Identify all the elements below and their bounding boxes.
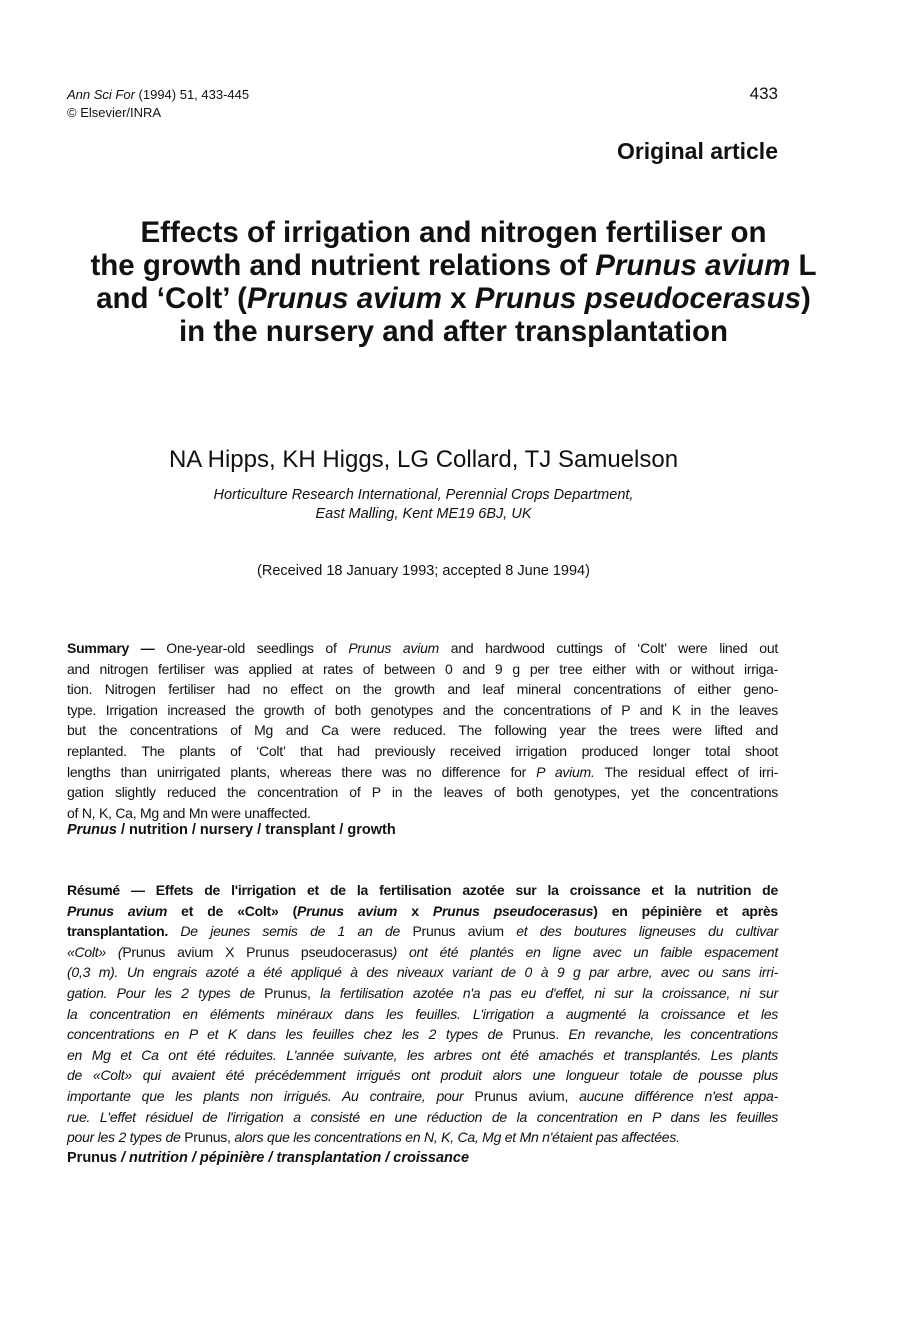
text-segment: transplantation. (67, 923, 169, 940)
text-segment: et des boutures ligneuses du cultivar (503, 923, 778, 940)
text-segment: ) (801, 282, 811, 315)
text-segment: Prunus (67, 822, 117, 838)
resume-line (67, 921, 778, 942)
resume-line (67, 880, 778, 901)
resume-line (67, 1107, 778, 1128)
text-segment: The residual effect of irri- (594, 763, 778, 780)
affiliation (0, 486, 847, 524)
title-line (0, 315, 907, 348)
summary-line (67, 782, 778, 803)
journal-citation (67, 86, 249, 122)
text-segment: Prunus avium (246, 282, 442, 315)
text-segment: but the concentrations of Mg and Ca were reduced. The following year the trees were lifted and (67, 722, 778, 739)
resume-line (67, 942, 778, 963)
text-segment: P avium. (536, 763, 595, 780)
text-segment: ) ont été plantés en ligne avec un faible espacement (392, 943, 778, 960)
text-segment: in the nursery and after transplantation (178, 315, 729, 348)
authors: NA Hipps, KH Higgs, LG Collard, TJ Samuelson (168, 446, 679, 473)
text-segment: gation slightly reduced the concentration of P in the leaves of both genotypes, yet the concentrations (67, 784, 778, 801)
article-type: Original article (616, 138, 778, 164)
resume-line (67, 962, 778, 983)
text-segment: One-year-old seedlings of (154, 640, 349, 656)
text-segment: concentrations en P et K dans les feuilles chez les 2 types de (67, 1026, 513, 1043)
resume-line (67, 1065, 778, 1086)
copyright: © Elsevier/INRA (67, 105, 162, 120)
summary-line (67, 803, 778, 824)
text-segment: «Colt» ( (67, 943, 123, 960)
text-segment: De jeunes semis de 1 an de (168, 923, 413, 940)
text-segment: Prunus avium (412, 923, 504, 940)
text-segment: tion. Nitrogen fertiliser had no effect on the growth and leaf mineral concentrations of either geno- (67, 681, 778, 698)
text-segment: en Mg et Ca ont été réduites. L'année suivante, les arbres ont été amachés et transplantés. Les plants (67, 1046, 778, 1063)
text-segment: Prunus avium (67, 902, 168, 919)
text-segment: la concentration en éléments minéraux dans les feuilles. L'irrigation a augmenté la croissance et les (67, 1005, 778, 1022)
text-segment: type. Irrigation increased the growth of both genotypes and the concentrations of P and K in the leaves (67, 701, 778, 718)
text-segment: Prunus avium (297, 902, 398, 919)
text-segment: Prunus pseudocerasus (474, 282, 802, 315)
resume-line (67, 1127, 778, 1148)
title-line (0, 249, 907, 282)
text-segment: replanted. The plants of ‘Colt’ that had previously received irrigation produced longer total shoot (67, 742, 778, 759)
resume-line (67, 1004, 778, 1025)
text-segment: Résumé — Effets de l'irrigation et de la fertilisation azotée sur la croissance et la nutrition de (67, 882, 778, 898)
summary-line (67, 659, 778, 680)
resume-line (67, 1045, 778, 1066)
keywords-french (67, 1150, 469, 1166)
text-segment: L (790, 249, 817, 282)
resume-line (67, 1024, 778, 1045)
title-line (0, 216, 907, 249)
article-title (0, 216, 907, 348)
text-segment: alors que les concentrations en N, K, Ca, Mg et Mn n'étaient pas affectées. (230, 1129, 680, 1146)
text-segment: aucune différence n'est appa- (568, 1087, 778, 1104)
text-segment: Prunus avium (595, 249, 791, 282)
text-segment: and ‘Colt’ ( (96, 282, 247, 315)
text-segment: and hardwood cuttings of ‘Colt’ were lined out (439, 640, 779, 656)
journal-name: Ann Sci For (67, 87, 135, 102)
text-segment: de «Colt» qui avaient été précédemment irrigués ont produit alors une longueur totale de pousse plus (67, 1067, 778, 1084)
affiliation-line: East Malling, Kent ME19 6BJ, UK (315, 506, 532, 522)
journal-ref: (1994) 51, 433-445 (134, 87, 250, 102)
resume-line (67, 983, 778, 1004)
text-segment: Prunus avium, (474, 1087, 569, 1104)
summary-line (67, 679, 778, 700)
text-segment: / nutrition / pépinière / transplantation / croissance (116, 1150, 470, 1166)
summary-line (67, 638, 778, 659)
page-number: 433 (749, 84, 778, 103)
resume (67, 880, 778, 1148)
text-segment: Prunus. (512, 1026, 559, 1043)
text-segment: pour les 2 types de (67, 1129, 185, 1146)
text-segment: Prunus (67, 1150, 117, 1166)
text-segment: and nitrogen fertiliser was applied at rates of between 0 and 9 g per tree either with or without irriga- (67, 660, 778, 677)
summary (67, 638, 778, 823)
text-segment: the growth and nutrient relations of (90, 249, 596, 282)
resume-line (67, 1086, 778, 1107)
text-segment: x (397, 902, 433, 919)
keywords-english (67, 822, 396, 838)
text-segment: Summary — (67, 640, 155, 656)
text-segment: lengths than unirrigated plants, whereas there was no difference for (67, 763, 537, 780)
resume-line (67, 901, 778, 922)
affiliation-line: Horticulture Research International, Perennial Crops Department, (213, 487, 634, 503)
text-segment: / nutrition / nursery / transplant / growth (116, 822, 396, 838)
text-segment: of N, K, Ca, Mg and Mn were unaffected. (67, 804, 311, 821)
summary-line (67, 700, 778, 721)
text-segment: Prunus, (184, 1129, 231, 1146)
text-segment: x (441, 282, 475, 315)
text-segment: la fertilisation azotée n'a pas eu d'effet, ni sur la croissance, ni sur (310, 984, 778, 1001)
text-segment: ) en pépinière et après (593, 902, 778, 919)
text-segment: En revanche, les concentrations (558, 1026, 778, 1043)
text-segment: importante que les plants non irrigués. Au contraire, pour (67, 1087, 475, 1104)
text-segment: gation. Pour les 2 types de (67, 984, 265, 1001)
text-segment: et de «Colt» ( (167, 902, 298, 919)
text-segment: Prunus, (264, 984, 311, 1001)
text-segment: rue. L'effet résiduel de l'irrigation a consisté en une réduction de la concentration en P dans les feuilles (67, 1108, 778, 1125)
received-dates: (Received 18 January 1993; accepted 8 June 1994) (257, 563, 590, 579)
text-segment: Prunus avium (348, 640, 440, 656)
text-segment: Prunus pseudocerasus (432, 902, 594, 919)
summary-line (67, 720, 778, 741)
text-segment: (0,3 m). Un engrais azoté a été appliqué à des niveaux variant de 0 à 9 g par arbre, avec ou sans irri- (67, 964, 778, 981)
text-segment: Effects of irrigation and nitrogen fertiliser on (140, 216, 767, 249)
title-line (0, 282, 907, 315)
summary-line (67, 741, 778, 762)
summary-line (67, 762, 778, 783)
text-segment: Prunus avium X Prunus pseudocerasus (122, 943, 393, 960)
